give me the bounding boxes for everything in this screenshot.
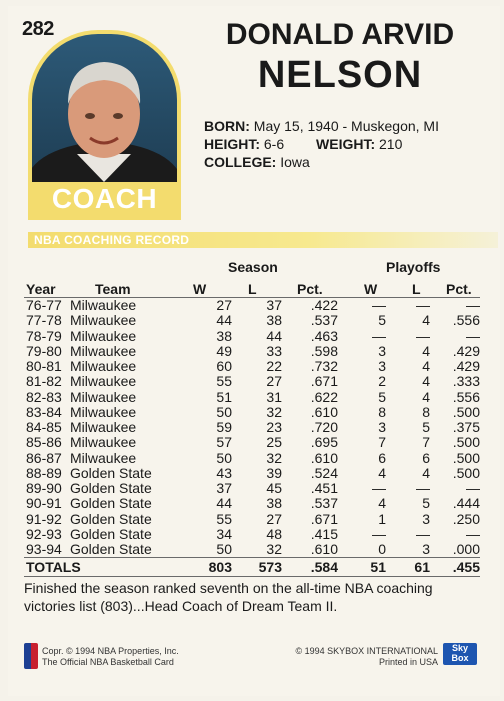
cell-playoff-pct: — bbox=[466, 297, 480, 313]
cell-season-w: 37 bbox=[216, 480, 232, 496]
table-row bbox=[24, 312, 480, 327]
height-value: 6-6 bbox=[263, 136, 285, 152]
totals-row bbox=[24, 559, 480, 575]
cell-team: Milwaukee bbox=[70, 358, 137, 374]
player-first-names: DONALD ARVID bbox=[225, 18, 455, 51]
footer-printed: Printed in USA bbox=[378, 657, 438, 667]
cell-team: Milwaukee bbox=[70, 327, 137, 344]
cell-playoff-w: — bbox=[372, 297, 386, 313]
cell-season-l: 32 bbox=[266, 541, 282, 557]
cell-playoff-pct: .500 bbox=[452, 449, 480, 466]
cell-playoff-l: 4 bbox=[422, 373, 430, 390]
cell-year: 92-93 bbox=[26, 525, 62, 542]
section-title: NBA COACHING RECORD bbox=[34, 233, 190, 247]
totals-season-pct: .584 bbox=[310, 559, 338, 575]
cell-season-l: 38 bbox=[266, 495, 282, 512]
cell-season-l: 27 bbox=[266, 373, 282, 390]
cell-season-l: 31 bbox=[266, 388, 282, 405]
cell-playoff-pct: — bbox=[466, 525, 480, 542]
blurb-rule bbox=[24, 576, 480, 577]
table-row bbox=[24, 404, 480, 419]
cell-playoff-w: 1 bbox=[378, 510, 386, 527]
cell-season-l: 48 bbox=[266, 525, 282, 542]
cell-playoff-pct: .500 bbox=[452, 403, 480, 420]
cell-playoff-pct: .375 bbox=[452, 419, 480, 435]
table-row bbox=[24, 373, 480, 388]
cell-season-l: 38 bbox=[266, 312, 282, 329]
cell-playoff-pct: .500 bbox=[452, 464, 480, 481]
cell-playoff-pct: .429 bbox=[452, 358, 480, 374]
col-season-pct: Pct. bbox=[297, 281, 323, 297]
footer-right bbox=[290, 646, 438, 668]
cell-season-pct: .720 bbox=[310, 419, 338, 435]
col-playoff-w: W bbox=[364, 281, 378, 297]
career-note: Finished the season ranked seventh on the all-time NBA coaching victories list (803)...Head Coach of Dream Team II. bbox=[24, 580, 433, 614]
cell-season-w: 27 bbox=[216, 297, 232, 313]
table-row bbox=[24, 328, 480, 343]
cell-playoff-l: 4 bbox=[422, 464, 430, 481]
nba-logo-icon bbox=[24, 643, 38, 669]
footer-skybox-copyright: © 1994 SKYBOX INTERNATIONAL bbox=[295, 646, 438, 656]
cell-playoff-pct: — bbox=[466, 327, 480, 344]
table-row bbox=[24, 450, 480, 465]
totals-playoff-w: 51 bbox=[370, 559, 386, 575]
cell-team: Milwaukee bbox=[70, 403, 137, 420]
table-row bbox=[24, 511, 480, 526]
cell-playoff-l: 5 bbox=[422, 419, 430, 435]
cell-playoff-pct: .500 bbox=[452, 434, 480, 451]
cell-team: Milwaukee bbox=[70, 297, 137, 313]
cell-season-pct: .598 bbox=[310, 342, 338, 359]
cell-team: Milwaukee bbox=[70, 312, 137, 329]
cell-playoff-l: 5 bbox=[422, 495, 430, 512]
cell-playoff-w: 2 bbox=[378, 373, 386, 390]
cell-team: Milwaukee bbox=[70, 434, 137, 451]
totals-playoff-l: 61 bbox=[414, 559, 430, 575]
cell-season-w: 43 bbox=[216, 464, 232, 481]
totals-rule bbox=[24, 557, 480, 558]
weight-label: WEIGHT: bbox=[316, 136, 376, 152]
born-label: BORN: bbox=[204, 118, 250, 134]
cell-season-l: 39 bbox=[266, 464, 282, 481]
col-team: Team bbox=[95, 281, 131, 297]
table-row bbox=[24, 434, 480, 449]
cell-season-l: 27 bbox=[266, 510, 282, 527]
weight-value: 210 bbox=[379, 136, 403, 152]
cell-playoff-l: 6 bbox=[422, 449, 430, 466]
cell-playoff-l: 3 bbox=[422, 541, 430, 557]
skybox-logo-bottom: Box bbox=[451, 653, 469, 663]
cell-playoff-w: — bbox=[372, 480, 386, 496]
cell-year: 88-89 bbox=[26, 464, 62, 481]
height-label: HEIGHT: bbox=[204, 136, 260, 152]
college-label: COLLEGE: bbox=[204, 154, 277, 170]
cell-playoff-l: 7 bbox=[422, 434, 430, 451]
cell-playoff-w: 7 bbox=[378, 434, 386, 451]
cell-season-pct: .524 bbox=[310, 464, 338, 481]
table-row bbox=[24, 495, 480, 510]
cell-playoff-l: — bbox=[416, 480, 430, 496]
cell-playoff-l: — bbox=[416, 327, 430, 344]
cell-playoff-l: 4 bbox=[422, 388, 430, 405]
cell-year: 90-91 bbox=[26, 495, 62, 512]
footer-copyright: Copr. © 1994 NBA Properties, Inc. bbox=[42, 646, 179, 656]
bio-born bbox=[204, 117, 439, 135]
cell-playoff-l: — bbox=[416, 297, 430, 313]
bio-height-weight bbox=[204, 135, 402, 153]
cell-year: 85-86 bbox=[26, 434, 62, 451]
totals-label: TOTALS bbox=[26, 559, 81, 575]
cell-year: 93-94 bbox=[26, 541, 62, 557]
cell-playoff-pct: .556 bbox=[452, 312, 480, 329]
cell-playoff-w: 8 bbox=[378, 403, 386, 420]
cell-season-pct: .695 bbox=[310, 434, 338, 451]
cell-playoff-pct: .429 bbox=[452, 342, 480, 359]
cell-season-l: 32 bbox=[266, 449, 282, 466]
cell-season-w: 59 bbox=[216, 419, 232, 435]
cell-season-l: 23 bbox=[266, 419, 282, 435]
cell-year: 83-84 bbox=[26, 403, 62, 420]
cell-playoff-l: 3 bbox=[422, 510, 430, 527]
cell-playoff-w: 5 bbox=[378, 388, 386, 405]
cell-season-l: 33 bbox=[266, 342, 282, 359]
playoffs-header: Playoffs bbox=[386, 259, 441, 275]
table-row bbox=[24, 389, 480, 404]
cell-playoff-pct: — bbox=[466, 480, 480, 496]
cell-team: Golden State bbox=[70, 525, 152, 542]
cell-team: Milwaukee bbox=[70, 419, 137, 435]
table-row bbox=[24, 465, 480, 480]
cell-season-l: 37 bbox=[266, 297, 282, 313]
cell-playoff-pct: .333 bbox=[452, 373, 480, 390]
cell-playoff-l: — bbox=[416, 525, 430, 542]
cell-season-pct: .422 bbox=[310, 297, 338, 313]
table-row bbox=[24, 419, 480, 434]
cell-season-w: 55 bbox=[216, 373, 232, 390]
cell-team: Milwaukee bbox=[70, 373, 137, 390]
cell-season-l: 45 bbox=[266, 480, 282, 496]
col-year: Year bbox=[26, 281, 56, 297]
cell-playoff-w: — bbox=[372, 525, 386, 542]
col-playoff-pct: Pct. bbox=[446, 281, 472, 297]
cell-playoff-w: 3 bbox=[378, 342, 386, 359]
season-header: Season bbox=[228, 259, 278, 275]
cell-season-l: 32 bbox=[266, 403, 282, 420]
table-row bbox=[24, 297, 480, 312]
cell-season-w: 51 bbox=[216, 388, 232, 405]
footer-official: The Official NBA Basketball Card bbox=[42, 657, 174, 667]
cell-season-l: 25 bbox=[266, 434, 282, 451]
cell-playoff-w: 0 bbox=[378, 541, 386, 557]
cell-team: Golden State bbox=[70, 480, 152, 496]
cell-season-w: 49 bbox=[216, 342, 232, 359]
cell-playoff-pct: .444 bbox=[452, 495, 480, 512]
cell-team: Golden State bbox=[70, 464, 152, 481]
cell-team: Milwaukee bbox=[70, 388, 137, 405]
cell-year: 82-83 bbox=[26, 388, 62, 405]
cell-season-pct: .463 bbox=[310, 327, 338, 344]
col-playoff-l: L bbox=[412, 281, 421, 297]
col-season-l: L bbox=[248, 281, 257, 297]
cell-season-w: 38 bbox=[216, 327, 232, 344]
bio-college bbox=[204, 153, 310, 171]
cell-team: Golden State bbox=[70, 541, 152, 557]
cell-season-w: 55 bbox=[216, 510, 232, 527]
totals-season-l: 573 bbox=[258, 559, 282, 575]
cell-season-pct: .537 bbox=[310, 312, 338, 329]
table-row bbox=[24, 343, 480, 358]
coach-portrait-icon bbox=[32, 34, 177, 182]
cell-season-pct: .451 bbox=[310, 480, 338, 496]
cell-playoff-pct: .556 bbox=[452, 388, 480, 405]
cell-year: 84-85 bbox=[26, 419, 62, 435]
cell-team: Golden State bbox=[70, 495, 152, 512]
cell-playoff-w: — bbox=[372, 327, 386, 344]
cell-season-pct: .415 bbox=[310, 525, 338, 542]
cell-playoff-w: 3 bbox=[378, 419, 386, 435]
cell-year: 91-92 bbox=[26, 510, 62, 527]
cell-year: 78-79 bbox=[26, 327, 62, 344]
cell-season-pct: .671 bbox=[310, 510, 338, 527]
cell-season-l: 22 bbox=[266, 358, 282, 374]
totals-season-w: 803 bbox=[208, 559, 232, 575]
cell-playoff-w: 4 bbox=[378, 495, 386, 512]
cell-season-w: 50 bbox=[216, 449, 232, 466]
cell-playoff-pct: .000 bbox=[452, 541, 480, 557]
cell-season-pct: .671 bbox=[310, 373, 338, 390]
cell-year: 76-77 bbox=[26, 297, 62, 313]
cell-playoff-l: 4 bbox=[422, 312, 430, 329]
coach-photo-frame bbox=[28, 30, 181, 220]
cell-year: 89-90 bbox=[26, 480, 62, 496]
totals-playoff-pct: .455 bbox=[452, 559, 480, 575]
cell-year: 77-78 bbox=[26, 312, 62, 329]
cell-season-pct: .610 bbox=[310, 403, 338, 420]
cell-season-w: 57 bbox=[216, 434, 232, 451]
cell-year: 80-81 bbox=[26, 358, 62, 374]
cell-season-pct: .610 bbox=[310, 541, 338, 557]
table-row bbox=[24, 480, 480, 495]
cell-season-w: 34 bbox=[216, 525, 232, 542]
cell-season-l: 44 bbox=[266, 327, 282, 344]
skybox-logo-icon bbox=[443, 643, 477, 665]
coach-photo bbox=[32, 34, 177, 182]
table-row bbox=[24, 526, 480, 541]
cell-season-pct: .622 bbox=[310, 388, 338, 405]
cell-year: 79-80 bbox=[26, 342, 62, 359]
footer-left bbox=[42, 646, 179, 668]
college-value: Iowa bbox=[280, 154, 310, 170]
cell-season-pct: .732 bbox=[310, 358, 338, 374]
table-row bbox=[24, 541, 480, 556]
cell-playoff-l: 4 bbox=[422, 358, 430, 374]
cell-playoff-pct: .250 bbox=[452, 510, 480, 527]
col-season-w: W bbox=[193, 281, 207, 297]
cell-season-w: 50 bbox=[216, 403, 232, 420]
cell-season-w: 60 bbox=[216, 358, 232, 374]
cell-year: 86-87 bbox=[26, 449, 62, 466]
cell-team: Golden State bbox=[70, 510, 152, 527]
cell-team: Milwaukee bbox=[70, 342, 137, 359]
cell-playoff-w: 4 bbox=[378, 464, 386, 481]
born-value: May 15, 1940 - Muskegon, MI bbox=[253, 118, 439, 134]
card-number: 282 bbox=[22, 18, 54, 40]
cell-playoff-l: 8 bbox=[422, 403, 430, 420]
cell-playoff-w: 5 bbox=[378, 312, 386, 329]
cell-season-w: 44 bbox=[216, 495, 232, 512]
cell-playoff-l: 4 bbox=[422, 342, 430, 359]
cell-playoff-w: 3 bbox=[378, 358, 386, 374]
cell-team: Milwaukee bbox=[70, 449, 137, 466]
cell-year: 81-82 bbox=[26, 373, 62, 390]
cell-season-w: 50 bbox=[216, 541, 232, 557]
cell-season-w: 44 bbox=[216, 312, 232, 329]
role-label: COACH bbox=[51, 183, 158, 214]
table-row bbox=[24, 358, 480, 373]
section-band bbox=[28, 232, 498, 248]
cell-season-pct: .610 bbox=[310, 449, 338, 466]
skybox-logo-top: Sky bbox=[451, 643, 468, 653]
player-last-name: NELSON bbox=[257, 54, 423, 96]
cell-season-pct: .537 bbox=[310, 495, 338, 512]
cell-playoff-w: 6 bbox=[378, 449, 386, 466]
